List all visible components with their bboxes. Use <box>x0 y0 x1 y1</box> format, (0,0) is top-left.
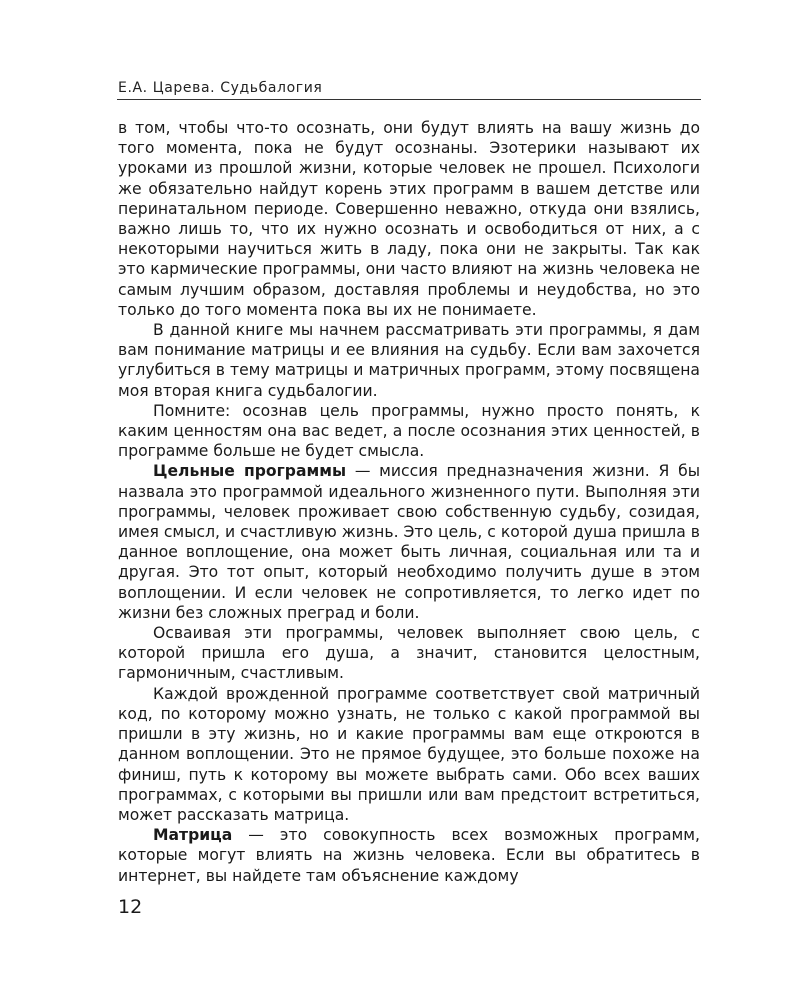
header-rule <box>117 99 701 100</box>
paragraph-1: в том, чтобы что-то осознать, они будут влиять на вашу жизнь до того момента, пока не будут осознаны. Эзотерики называют их уроками из прошлой жизни, которые человек не прошел. Психологи же обязательно найдут корень этих программ в вашем детстве или перинатальном периоде. Совершенно неважно, откуда они взялись, важно лишь то, что их нужно осознать и освободиться от них, а с некоторыми научиться жить в ладу, пока они не закрыты. Так как это кармические программы, они часто влияют на жизнь человека не самым лучшим образом, доставляя проблемы и неудобства, но это только до того момента пока вы их не понимаете. <box>118 119 700 319</box>
paragraph-5: Осваивая эти программы, человек выполняет свою цель, с которой пришла его душа, а значит, становится целостным, гармоничным, счастливым. <box>118 624 700 683</box>
paragraph-3: Помните: осознав цель программы, нужно просто понять, к каким ценностям она вас ведет, а после осознания этих ценностей, в программе больше не будет смысла. <box>118 401 700 461</box>
term-matritsa: Матрица <box>153 826 233 845</box>
paragraph-4 <box>118 461 700 623</box>
term-tselnye-programmy: Цельные программы <box>153 462 347 481</box>
body-text <box>118 118 700 886</box>
paragraph-7 <box>118 825 700 886</box>
page-number: 12 <box>118 896 143 918</box>
paragraph-6: Каждой врожденной программе соответствует свой матричный код, по которому можно узнать, не только с какой программой вы пришли в эту жизнь, но и какие программы вам еще откроются в данном воплощении. Это не прямое будущее, это больше похоже на финиш, путь к которому вы можете выбрать сами. Обо всех ваших программах, с которыми вы пришли или вам предстоит встретиться, может рассказать матрица. <box>118 684 700 824</box>
paragraph-7-text: — это совокупность всех возможных программ, которые могут влиять на жизнь человека. Если вы обратитесь в интернет, вы найдете там объяснение каждому <box>118 826 700 885</box>
paragraph-2: В данной книге мы начнем рассматривать эти программы, я дам вам понимание матрицы и ее влияния на судьбу. Если вам захочется углубиться в тему матрицы и матричных программ, этому посвящена моя вторая книга судьбалогии. <box>118 321 700 400</box>
running-head: Е.А. Царева. Судьбалогия <box>118 80 323 96</box>
paragraph-4-text: — миссия предназначения жизни. Я бы назвала это программой идеального жизненного пути. Выполняя эти программы, человек проживает свою собственную судьбу, созидая, имея смысл, и счастливую жизнь. Это цель, с которой душа пришла в данное воплощение, она может быть личная, социальная или та и другая. Это тот опыт, который необходимо получить душе в этом воплощении. И если человек не сопротивляется, то легко идет по жизни без сложных преград и боли. <box>118 462 701 622</box>
